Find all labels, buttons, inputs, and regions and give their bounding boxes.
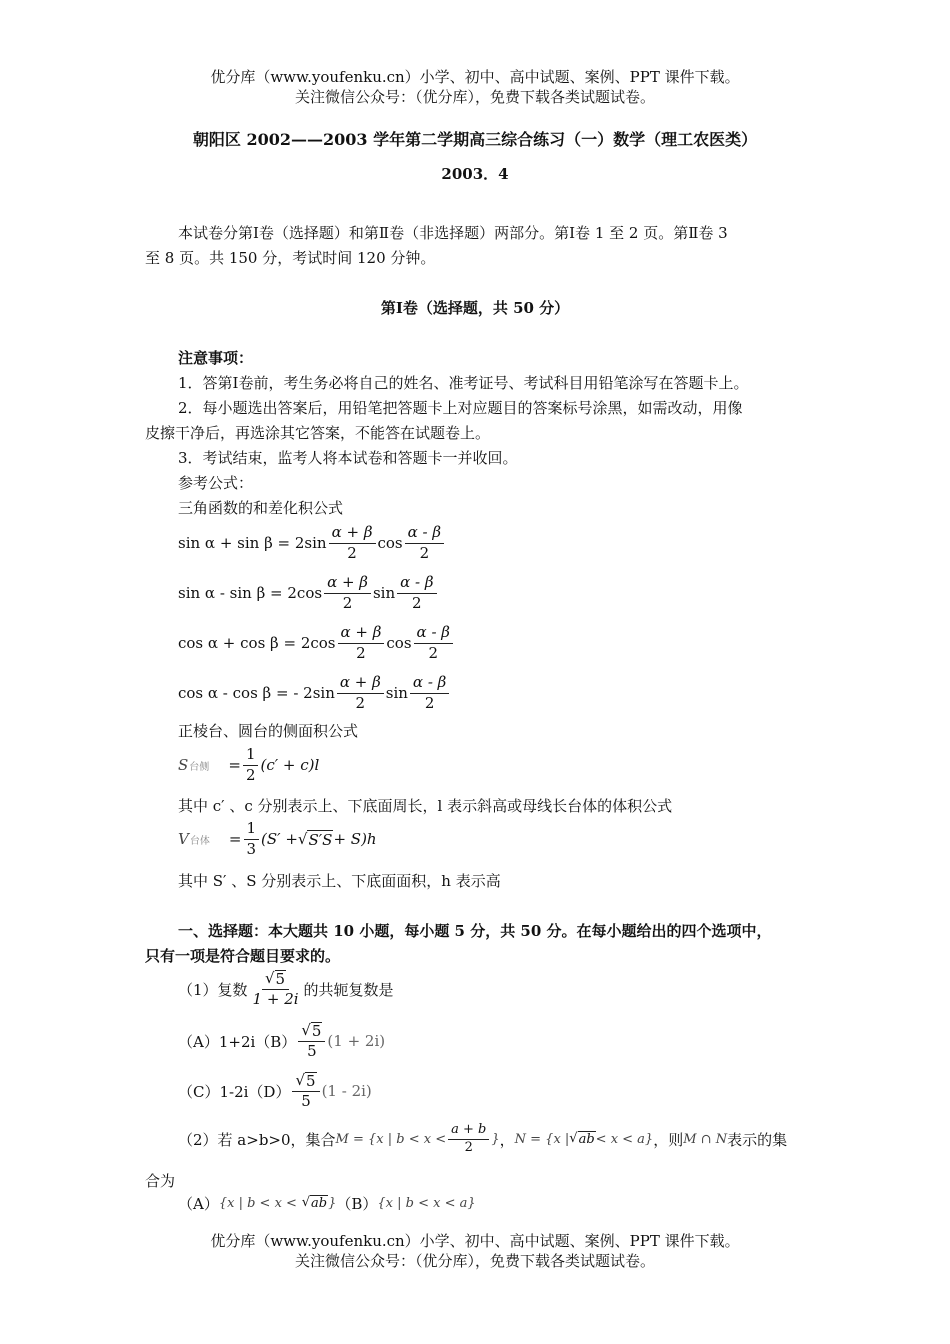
footer-line-1: 优分库（www.youfenku.cn）小学、初中、高中试题、案例、PPT 课件下载。 — [210, 1232, 740, 1250]
exam-date: 2003．4 — [441, 165, 509, 183]
lateral-area-note: 其中 c′ 、c 分别表示上、下底面周长，l 表示斜高或母线长台体的体积公式 — [178, 797, 673, 815]
formula-diff-sin: sin α - sin β = 2cos $\frac{\alpha + \beta}{2}$ sin $\frac{\alpha - \beta}{2}$ — [178, 570, 439, 616]
formula-lateral-area: S 台侧 = $\frac{1}{2}$ (c′ + c)l — [178, 745, 320, 784]
part1-line-2: 只有一项是符合题目要求的。 — [145, 947, 341, 965]
question-2-line-2: 合为 — [145, 1172, 176, 1190]
formula-sum-sin: sin α + sin β = 2sin $\frac{\alpha + \beta}{2}$ cos $\frac{\alpha - \beta}{2}$ — [178, 520, 446, 566]
question-2-options: （A） {x | b < x < √ ab } （B） {x | b < x < a} — [178, 1194, 476, 1213]
formula-diff-cos: cos α - cos β = - 2sin $\frac{\alpha + \beta}{2}$ sin $\frac{\alpha - \beta}{2}$ — [178, 670, 451, 716]
formula-volume: V 台体 = $\frac{1}{3}$ (S′ + √ S′S + S)h — [178, 819, 377, 858]
question-1-options-cd: （C）1-2i（D） √ 5 5 (1 - 2i) — [178, 1070, 372, 1110]
note-item-3: 3．考试结束，监考人将本试卷和答题卡一并收回。 — [178, 449, 518, 467]
note-item-2-line-1: 2．每小题选出答案后，用铅笔把答题卡上对应题目的答案标号涂黑，如需改动，用像 — [178, 399, 743, 417]
frustum-heading: 正棱台、圆台的侧面积公式 — [178, 722, 359, 740]
header-line-2: 关注微信公众号：（优分库），免费下载各类试题试卷。 — [294, 88, 655, 106]
exam-title: 朝阳区 2002——2003 学年第二学期高三综合练习（一）数学（理工农医类） — [192, 130, 758, 149]
header-line-1: 优分库（www.youfenku.cn）小学、初中、高中试题、案例、PPT 课件下载。 — [210, 68, 740, 86]
reference-formulas-label: 参考公式： — [178, 474, 254, 492]
notes-heading: 注意事项： — [178, 349, 254, 367]
intro-line-1: 本试卷分第Ⅰ卷（选择题）和第Ⅱ卷（非选择题）两部分。第Ⅰ卷 1 至 2 页。第Ⅱ卷 3 — [178, 224, 728, 242]
note-item-2-line-2: 皮擦干净后，再选涂其它答案，不能答在试题卷上。 — [145, 424, 491, 442]
question-1: （1）复数 √ 5 1 + 2i 的共轭复数是 — [178, 968, 394, 1008]
footer-line-2: 关注微信公众号：（优分库），免费下载各类试题试卷。 — [294, 1252, 655, 1270]
part1-line-1: 一、选择题：本大题共 10 小题，每小题 5 分，共 50 分。在每小题给出的四个选项中， — [178, 922, 772, 940]
section-title: 第Ⅰ卷（选择题，共 50 分） — [380, 299, 570, 317]
question-1-options-ab: （A）1+2i（B） √ 5 5 (1 + 2i) — [178, 1020, 386, 1060]
intro-line-2: 至 8 页。共 150 分，考试时间 120 分钟。 — [145, 249, 436, 267]
volume-note: 其中 S′ 、S 分别表示上、下底面面积，h 表示高 — [178, 872, 501, 890]
question-2: （2）若 a>b>0，集合 M = {x | b < x < $\frac{a + b}{2}$ } ， N = {x | √ ab < x < a} ，则 M ∩ N 表示的集 — [178, 1121, 788, 1155]
note-item-1: 1．答第Ⅰ卷前，考生务必将自己的姓名、准考证号、考试科目用铅笔涂写在答题卡上。 — [178, 374, 749, 392]
trig-formulas-heading: 三角函数的和差化积公式 — [178, 499, 344, 517]
formula-sum-cos: cos α + cos β = 2cos $\frac{\alpha + \beta}{2}$ cos $\frac{\alpha - \beta}{2}$ — [178, 620, 455, 666]
